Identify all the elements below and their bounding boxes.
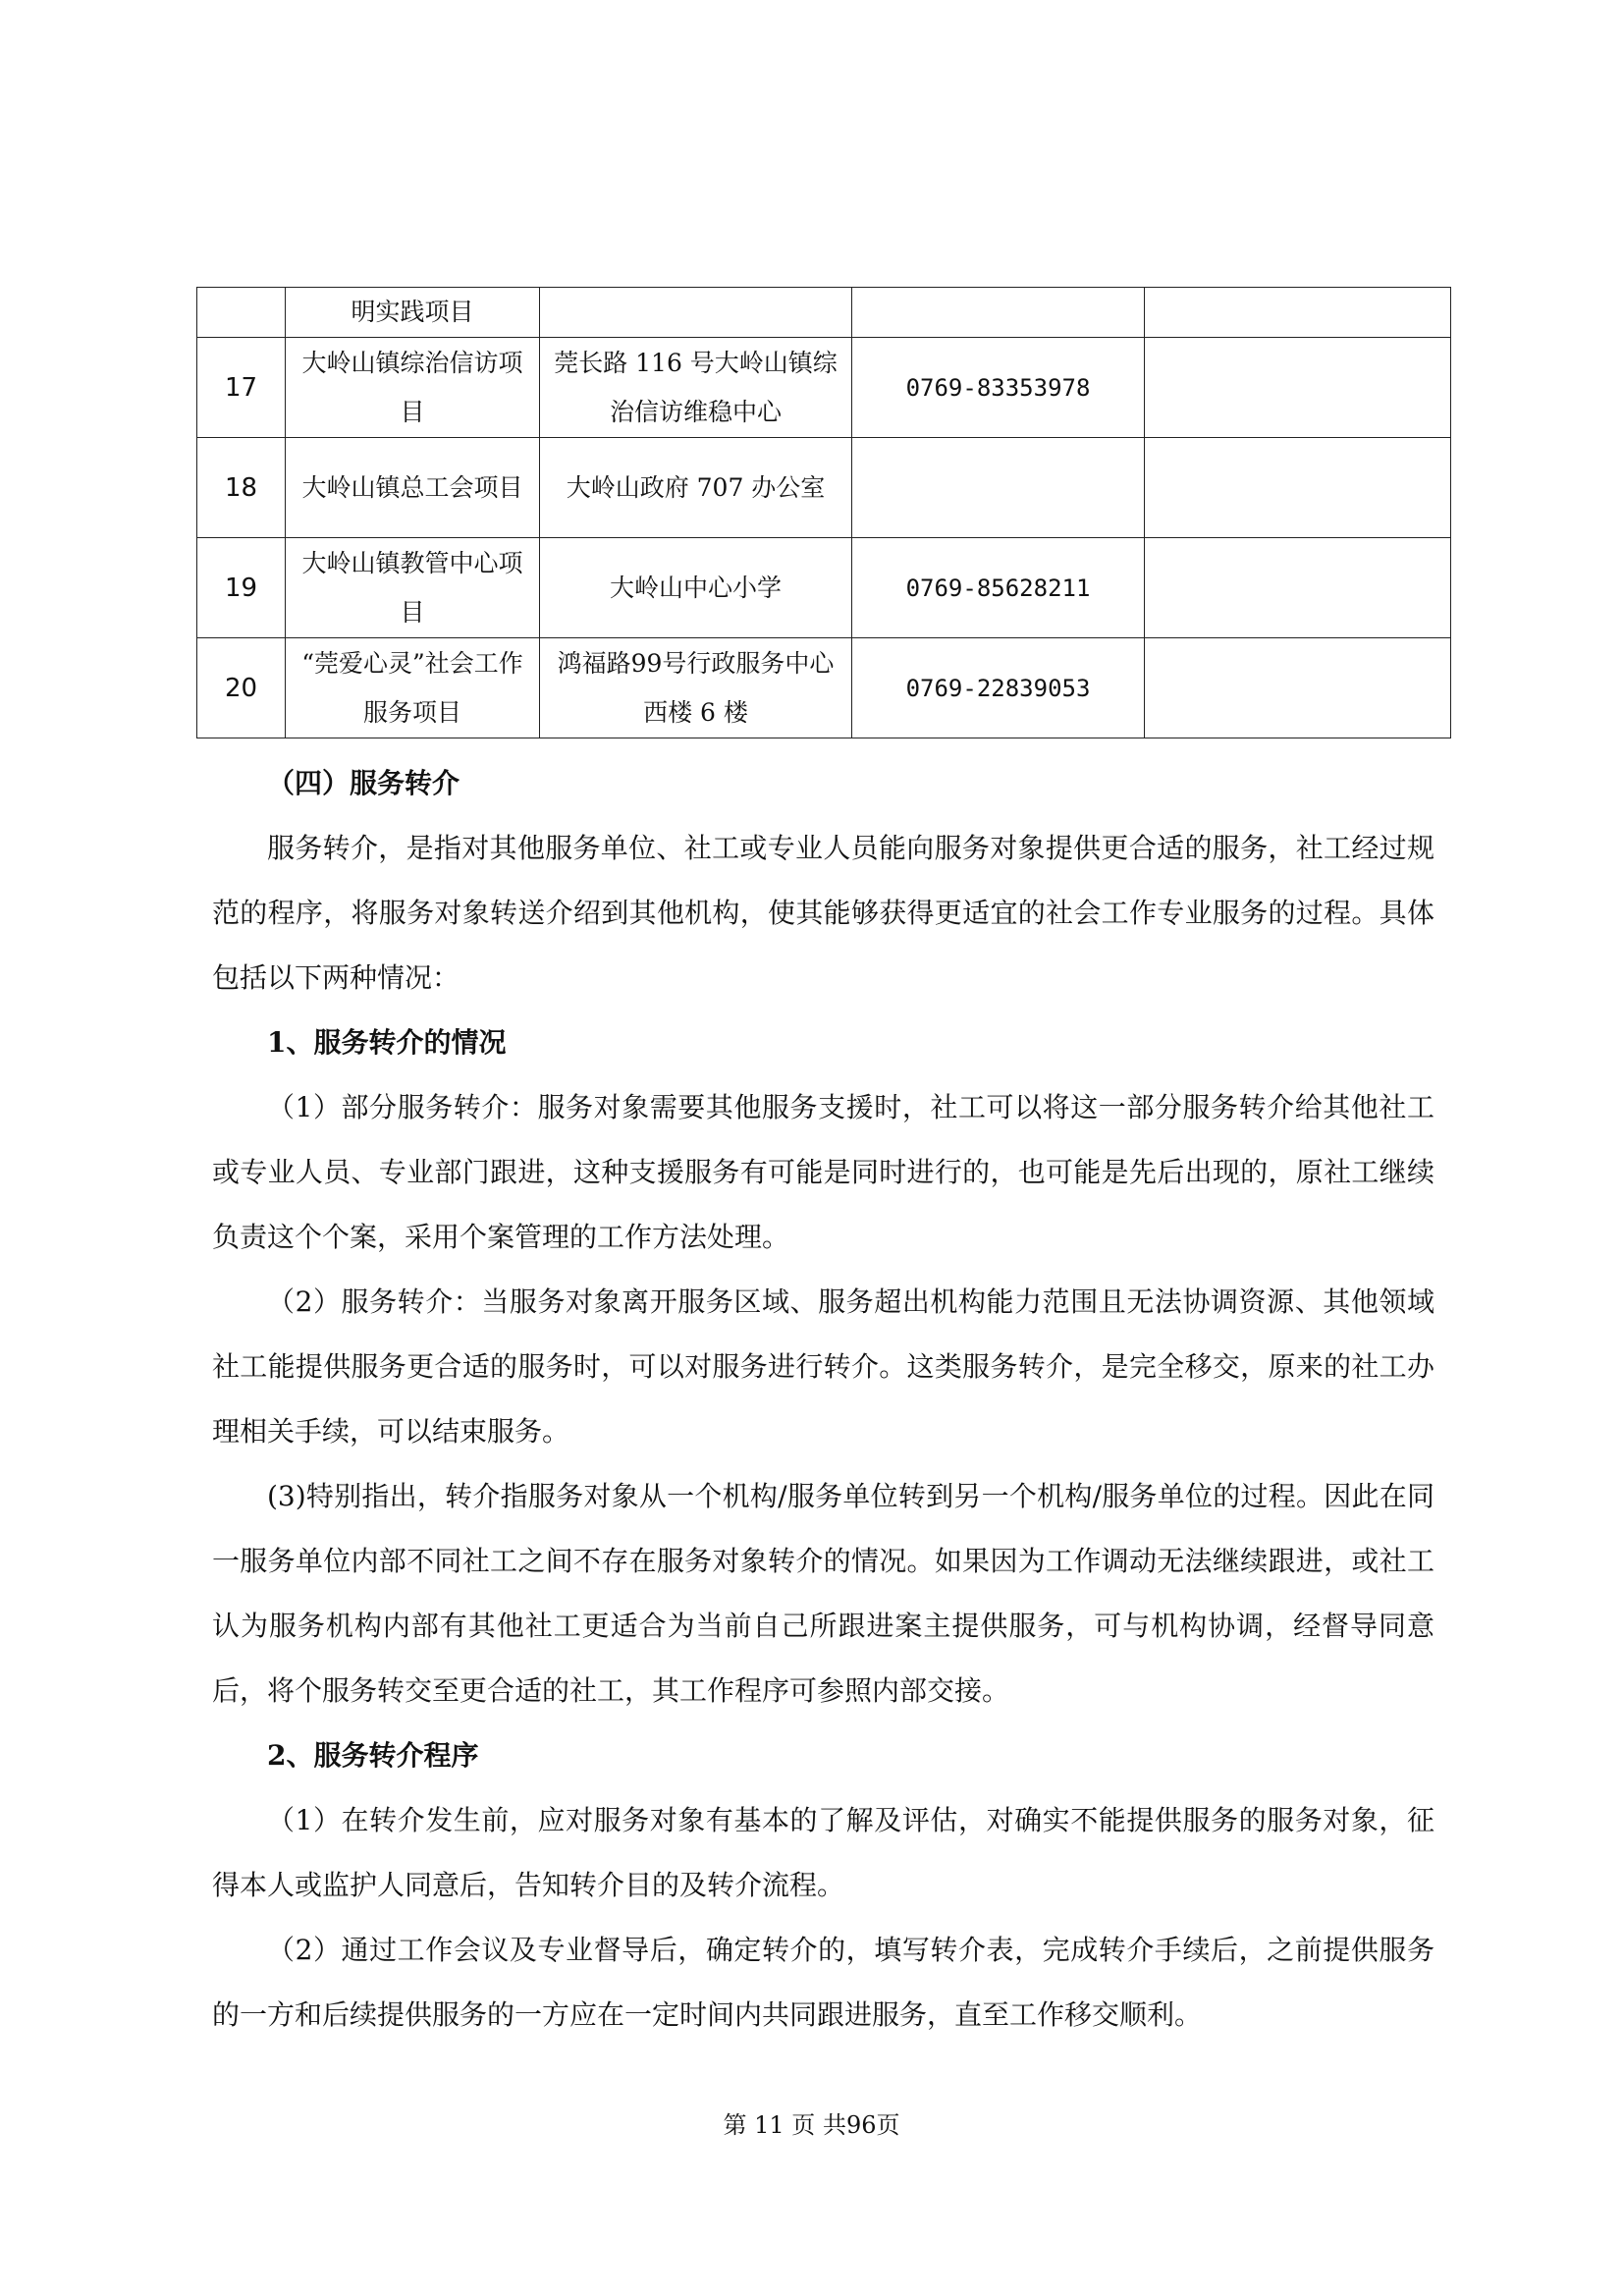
project-name: 大岭山镇总工会项目 — [286, 438, 540, 538]
body-text — [212, 751, 1434, 2048]
page-footer: 第 11 页 共96页 — [723, 2111, 900, 2139]
phone — [852, 288, 1145, 338]
note — [1145, 538, 1451, 638]
address: 鸿福路99号行政服务中心西楼 6 楼 — [540, 638, 852, 738]
address — [540, 288, 852, 338]
note — [1145, 338, 1451, 438]
table-row — [197, 288, 1451, 338]
project-name: 大岭山镇教管中心项目 — [286, 538, 540, 638]
row-number: 19 — [197, 538, 286, 638]
subsection-heading-1: 1、服务转介的情况 — [267, 1026, 507, 1059]
table-row — [197, 338, 1451, 438]
phone — [852, 438, 1145, 538]
address: 大岭山中心小学 — [540, 538, 852, 638]
row-number: 20 — [197, 638, 286, 738]
address: 莞长路 116 号大岭山镇综治信访维稳中心 — [540, 338, 852, 438]
paragraph: （1）在转介发生前，应对服务对象有基本的了解及评估，对确实不能提供服务的服务对象，征得本人或监护人同意后，告知转介目的及转介流程。 — [212, 1804, 1434, 1901]
paragraph-intro: 服务转介，是指对其他服务单位、社工或专业人员能向服务对象提供更合适的服务，社工经过规范的程序，将服务对象转送介绍到其他机构，使其能够获得更适宜的社会工作专业服务的过程。具体包括以下两种情况： — [212, 832, 1434, 994]
row-number — [197, 288, 286, 338]
note — [1145, 638, 1451, 738]
row-number: 17 — [197, 338, 286, 438]
paragraph: （1）部分服务转介：服务对象需要其他服务支援时，社工可以将这一部分服务转介给其他社工或专业人员、专业部门跟进，这种支援服务有可能是同时进行的，也可能是先后出现的，原社工继续负责这个个案，采用个案管理的工作方法处理。 — [212, 1091, 1434, 1253]
note — [1145, 288, 1451, 338]
table-row — [197, 438, 1451, 538]
table-row — [197, 538, 1451, 638]
note — [1145, 438, 1451, 538]
subsection-heading-2: 2、服务转介程序 — [267, 1739, 479, 1772]
table-row — [197, 638, 1451, 738]
paragraph: （2）通过工作会议及专业督导后，确定转介的，填写转介表，完成转介手续后，之前提供服务的一方和后续提供服务的一方应在一定时间内共同跟进服务，直至工作移交顺利。 — [212, 1934, 1434, 2031]
phone: 0769-22839053 — [852, 638, 1145, 738]
paragraph: （2）服务转介：当服务对象离开服务区域、服务超出机构能力范围且无法协调资源、其他领域社工能提供服务更合适的服务时，可以对服务进行转介。这类服务转介，是完全移交，原来的社工办理相关手续，可以结束服务。 — [212, 1285, 1434, 1448]
paragraph: (3)特别指出，转介指服务对象从一个机构/服务单位转到另一个机构/服务单位的过程。因此在同一服务单位内部不同社工之间不存在服务对象转介的情况。如果因为工作调动无法继续跟进，或社工认为服务机构内部有其他社工更适合为当前自己所跟进案主提供服务，可与机构协调，经督导同意后，将个服务转交至更合适的社工，其工作程序可参照内部交接。 — [212, 1480, 1434, 1707]
service-contact-table — [196, 287, 1451, 738]
phone: 0769-83353978 — [852, 338, 1145, 438]
project-name: “莞爱心灵”社会工作服务项目 — [286, 638, 540, 738]
section-heading: （四）服务转介 — [267, 767, 460, 799]
address: 大岭山政府 707 办公室 — [540, 438, 852, 538]
project-name: 大岭山镇综治信访项目 — [286, 338, 540, 438]
phone: 0769-85628211 — [852, 538, 1145, 638]
row-number: 18 — [197, 438, 286, 538]
project-name: 明实践项目 — [286, 288, 540, 338]
